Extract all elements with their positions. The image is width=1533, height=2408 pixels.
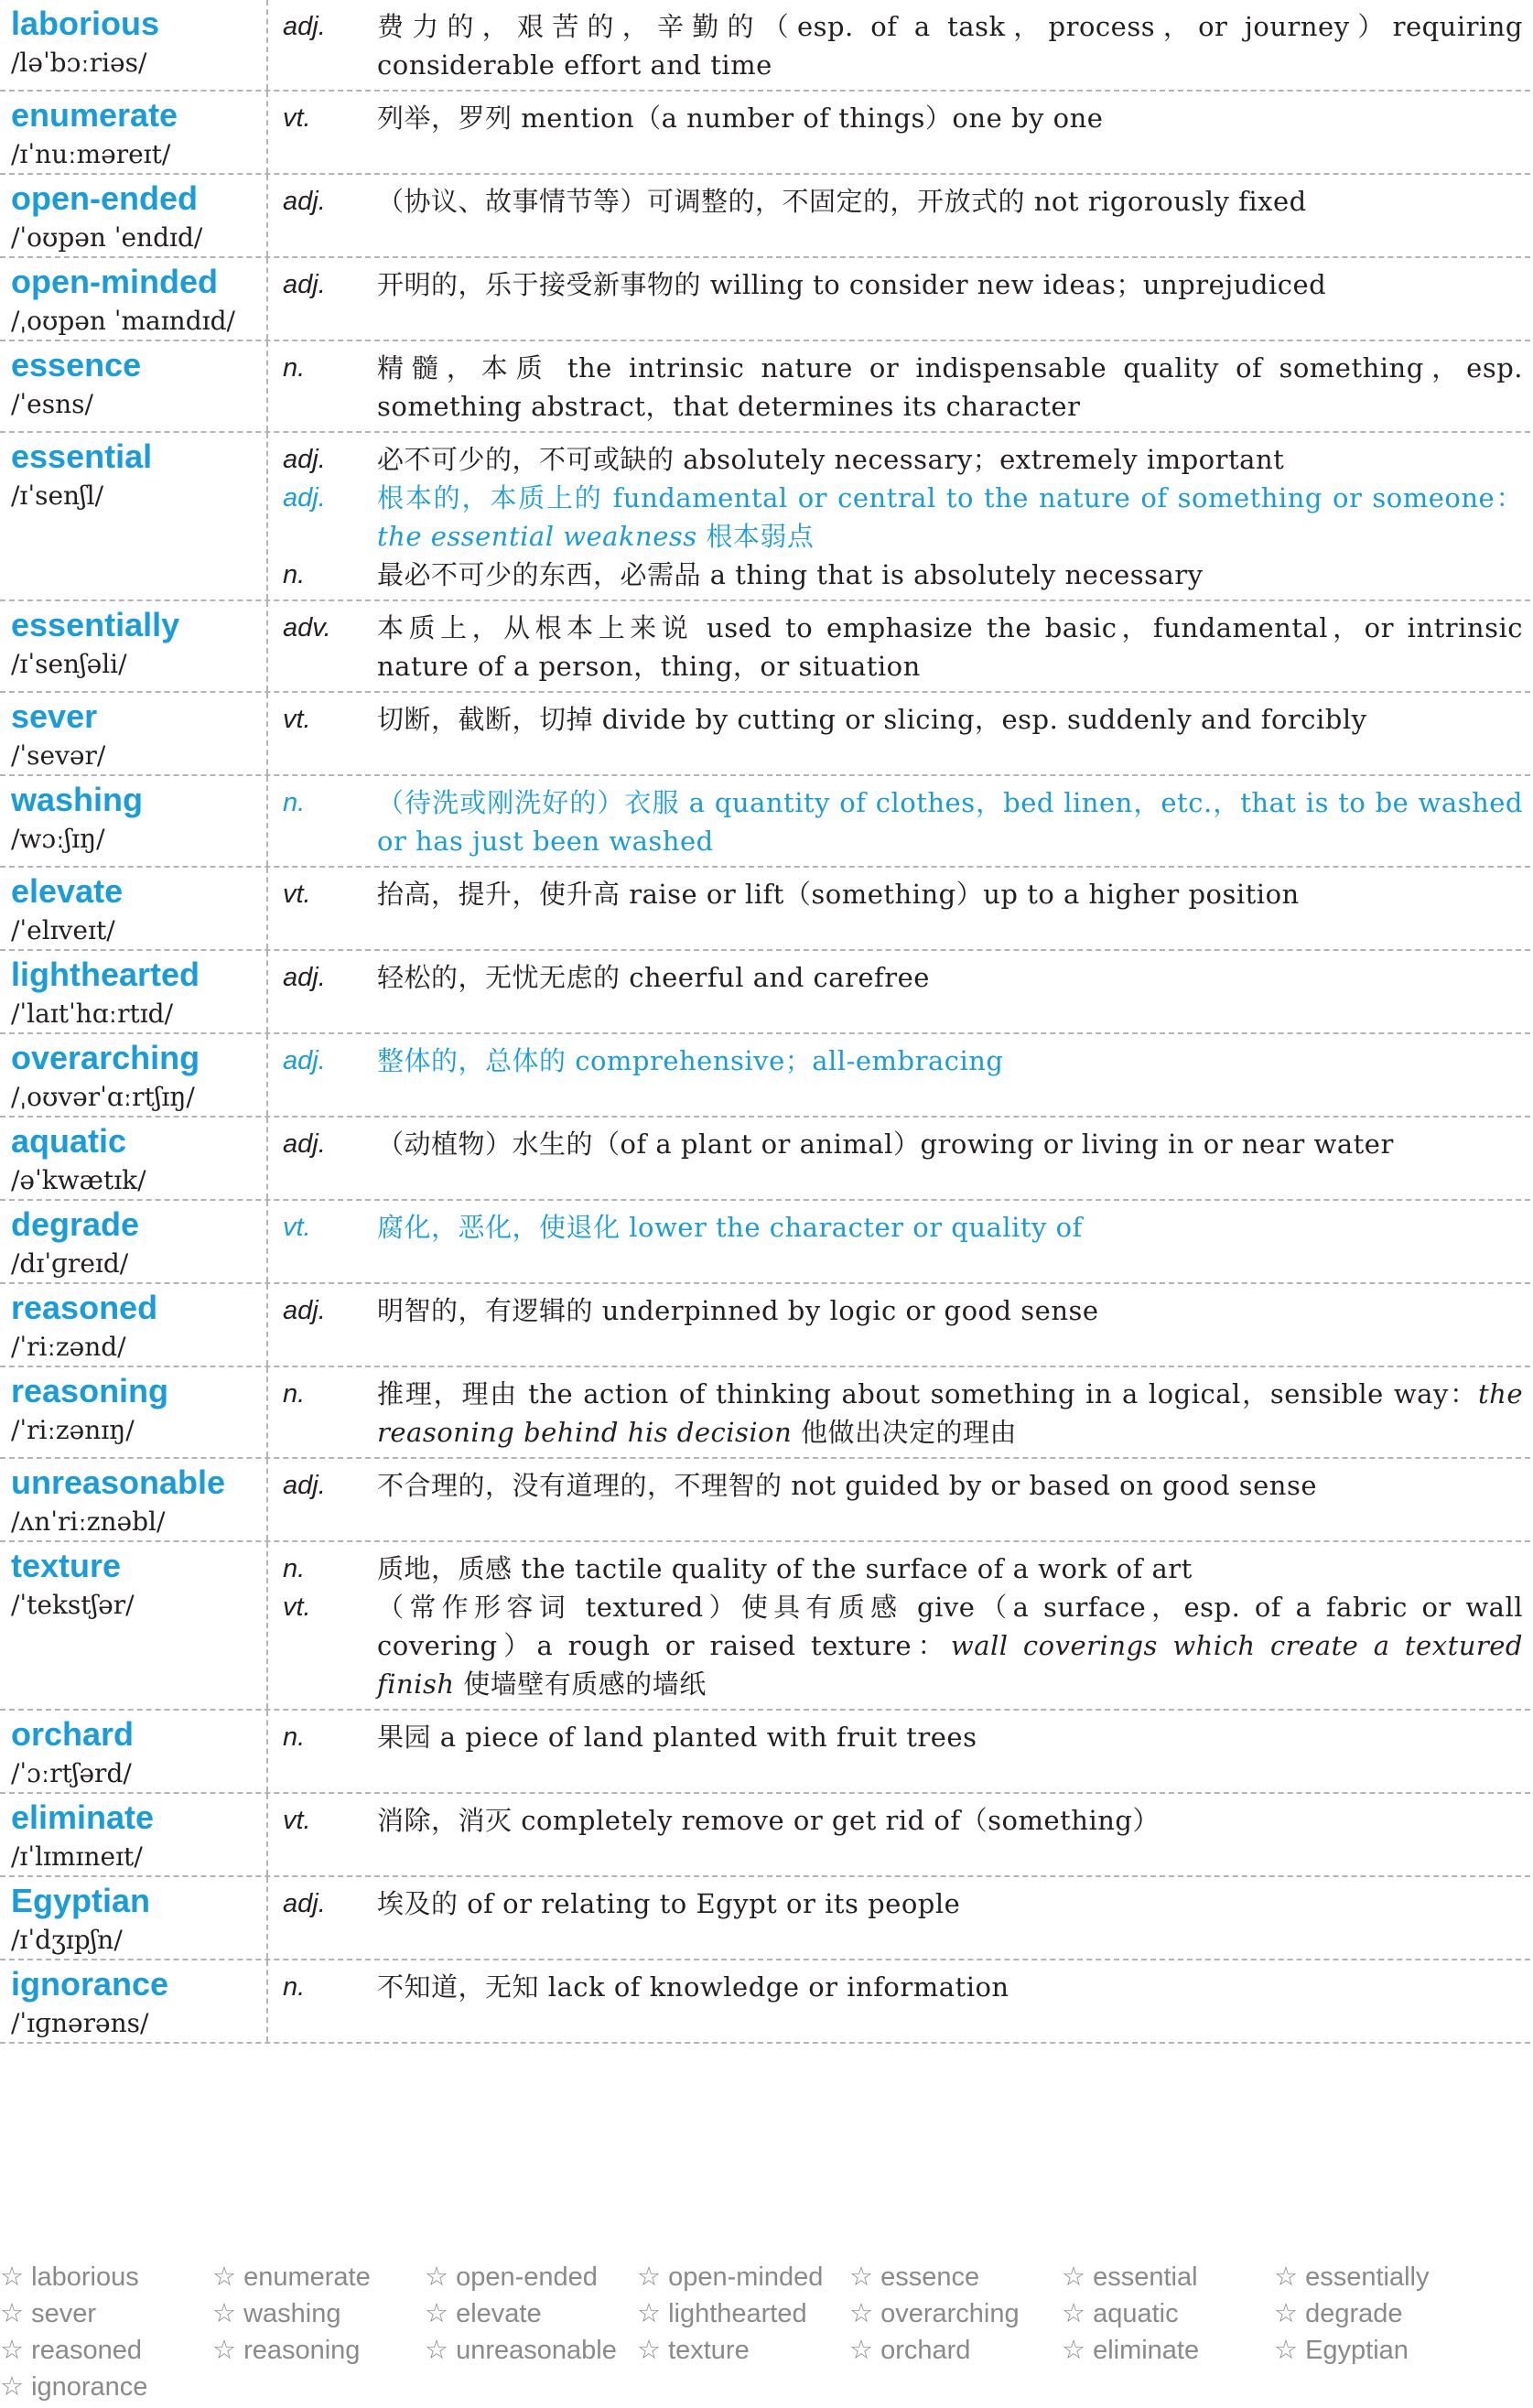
headword: open-ended <box>11 179 198 217</box>
definition-column <box>268 1794 1530 1875</box>
part-of-speech: n. <box>283 788 306 817</box>
sense <box>268 1208 1523 1247</box>
sense <box>268 875 1523 913</box>
word-column <box>0 693 268 774</box>
definition <box>377 1466 1523 1505</box>
definition <box>377 875 1523 913</box>
phonetic: /dɪˈɡreɪd/ <box>11 1248 129 1279</box>
word-column <box>0 1284 268 1366</box>
definition-text: 轻松的，无忧无虑的 cheerful and carefree <box>377 962 930 993</box>
phonetic: /ɪˈlɪmɪneɪt/ <box>11 1841 143 1872</box>
part-of-speech: vt. <box>283 705 311 734</box>
definition-text: 根本的，本质上的 fundamental or central to the nature of something or someone： <box>377 482 1523 513</box>
word-column <box>0 1877 268 1959</box>
phonetic: /ˈriːzənd/ <box>11 1332 126 1362</box>
star-icon: ☆ <box>1062 2262 1085 2292</box>
part-of-speech: n. <box>283 1722 306 1752</box>
definition <box>377 440 1523 479</box>
review-word: elevate <box>456 2299 542 2328</box>
phonetic: /ˈesns/ <box>11 389 93 419</box>
review-item <box>1274 2295 1503 2332</box>
sense <box>268 1291 1523 1330</box>
review-item <box>212 2259 425 2295</box>
definition-text: 埃及的 of or relating to Egypt or its people <box>377 1888 961 1919</box>
review-item <box>425 2295 637 2332</box>
star-icon: ☆ <box>1062 2299 1085 2328</box>
definition-text: 果园 a piece of land planted with fruit trees <box>377 1722 977 1753</box>
definition-column <box>268 1711 1530 1792</box>
vocab-entry <box>0 868 1530 951</box>
review-item <box>637 2295 849 2332</box>
vocab-entry <box>0 341 1530 433</box>
part-of-speech: vt. <box>283 1806 311 1835</box>
definition <box>377 1375 1523 1452</box>
sense <box>268 440 1523 479</box>
part-of-speech: vt. <box>283 103 311 133</box>
definition <box>377 1718 1523 1756</box>
star-icon: ☆ <box>849 2262 873 2292</box>
word-column <box>0 433 268 599</box>
star-icon: ☆ <box>1274 2336 1298 2365</box>
headword: Egyptian <box>11 1882 151 1919</box>
sense <box>268 1042 1523 1080</box>
phonetic: /ˈɪɡnərəns/ <box>11 2008 149 2038</box>
word-column <box>0 341 268 431</box>
word-column <box>0 1367 268 1457</box>
headword: reasoning <box>11 1372 169 1409</box>
example-phrase: the reasoning behind his decision <box>377 1378 1523 1448</box>
review-word-list <box>0 2259 1530 2405</box>
definition-column <box>268 776 1530 866</box>
definition-column <box>268 951 1530 1032</box>
sense <box>268 700 1523 739</box>
phonetic: /ˈoʊpən ˈendɪd/ <box>11 222 203 253</box>
review-item <box>425 2332 637 2369</box>
vocab-entry <box>0 1367 1530 1459</box>
word-column <box>0 1794 268 1875</box>
review-item <box>0 2295 212 2332</box>
word-column <box>0 175 268 256</box>
star-icon: ☆ <box>0 2336 24 2365</box>
definition-column <box>268 1459 1530 1540</box>
part-of-speech: n. <box>283 1972 306 2002</box>
review-word: enumerate <box>243 2262 371 2292</box>
definition-column <box>268 1284 1530 1366</box>
part-of-speech: vt. <box>283 880 311 909</box>
part-of-speech: adj. <box>283 12 326 41</box>
vocab-entry <box>0 951 1530 1034</box>
definition-text: （待洗或刚洗好的）衣服 a quantity of clothes，bed linen，etc.，that is to be washed or has just been washed <box>377 787 1523 857</box>
word-column <box>0 1034 268 1116</box>
definition-text: （动植物）水生的（of a plant or animal）growing or living in or near water <box>377 1128 1394 1160</box>
star-icon: ☆ <box>0 2372 24 2402</box>
sense <box>268 556 1523 594</box>
star-icon: ☆ <box>425 2299 448 2328</box>
definition-column <box>268 1118 1530 1199</box>
sense <box>268 609 1523 686</box>
headword: orchard <box>11 1715 135 1753</box>
review-word: laborious <box>31 2262 139 2292</box>
definition <box>377 1125 1523 1163</box>
word-column <box>0 1960 268 2042</box>
headword: ignorance <box>11 1965 169 2003</box>
example-translation: 使墙壁有质感的墙纸 <box>454 1668 707 1700</box>
definition-column <box>268 1034 1530 1116</box>
definition-text: 腐化，恶化，使退化 lower the character or quality of <box>377 1212 1083 1243</box>
vocab-entry <box>0 92 1530 175</box>
part-of-speech: adj. <box>283 1296 326 1325</box>
part-of-speech: n. <box>283 353 306 383</box>
definition <box>377 700 1523 739</box>
star-icon: ☆ <box>1274 2299 1298 2328</box>
word-column <box>0 258 268 340</box>
definition-text: 不知道，无知 lack of knowledge or information <box>377 1971 1009 2003</box>
word-column <box>0 1118 268 1199</box>
sense <box>268 1884 1523 1923</box>
phonetic: /ɪˈdʒɪpʃn/ <box>11 1925 123 1955</box>
review-word: essential <box>1093 2262 1198 2292</box>
part-of-speech: adv. <box>283 613 331 642</box>
part-of-speech: vt. <box>283 1213 311 1242</box>
review-word: essence <box>880 2262 980 2292</box>
vocab-entry <box>0 1118 1530 1201</box>
star-icon: ☆ <box>212 2299 236 2328</box>
star-icon: ☆ <box>849 2299 873 2328</box>
review-item <box>0 2332 212 2369</box>
definition <box>377 182 1523 221</box>
vocab-entry <box>0 1877 1530 1960</box>
word-column <box>0 951 268 1032</box>
example-translation: 他做出决定的理由 <box>792 1417 1018 1448</box>
definition <box>377 1968 1523 2006</box>
definition <box>377 556 1523 594</box>
word-column <box>0 1711 268 1792</box>
review-item <box>849 2295 1062 2332</box>
sense <box>268 1375 1523 1452</box>
definition-column <box>268 433 1530 599</box>
sense <box>268 1125 1523 1163</box>
sense <box>268 1550 1523 1588</box>
vocab-entry <box>0 1711 1530 1794</box>
word-column <box>0 1201 268 1282</box>
vocab-entry <box>0 1284 1530 1367</box>
phonetic: /əˈkwætɪk/ <box>11 1165 146 1195</box>
review-item <box>425 2259 637 2295</box>
definition-text: 精髓，本质 the intrinsic nature or indispensable quality of something，esp. something abstract，that determines its character <box>377 352 1523 422</box>
headword: texture <box>11 1547 122 1584</box>
word-column <box>0 0 268 90</box>
definition-column <box>268 175 1530 256</box>
phonetic: /ˈlaɪtˈhɑːrtɪd/ <box>11 999 174 1029</box>
headword: enumerate <box>11 96 178 134</box>
review-item <box>637 2332 849 2369</box>
review-word: open-ended <box>456 2262 598 2292</box>
review-item <box>0 2259 212 2295</box>
review-word: ignorance <box>31 2372 148 2402</box>
definition <box>377 265 1523 304</box>
definition-text: 整体的，总体的 comprehensive；all-embracing <box>377 1045 1004 1076</box>
vocab-entry <box>0 1542 1530 1711</box>
definition-column <box>268 0 1530 90</box>
phonetic: /ɪˈsenʃl/ <box>11 481 104 511</box>
headword: essentially <box>11 606 180 643</box>
definition-text: （常作形容词 textured）使具有质感 give（a surface，esp. of a fabric or wall covering）a rough or raised texture： <box>377 1592 1523 1661</box>
phonetic: /ɪˈnuːməreɪt/ <box>11 139 171 169</box>
review-word: washing <box>243 2299 341 2328</box>
definition <box>377 99 1523 137</box>
part-of-speech: adj. <box>283 483 326 513</box>
definition-text: 不合理的，没有道理的，不理智的 not guided by or based on good sense <box>377 1470 1318 1501</box>
headword: sever <box>11 697 98 735</box>
review-item <box>212 2295 425 2332</box>
vocab-entry <box>0 776 1530 868</box>
review-item <box>0 2369 212 2405</box>
sense <box>268 7 1523 84</box>
definition <box>377 1588 1523 1703</box>
review-item <box>1062 2259 1274 2295</box>
vocab-entry <box>0 1459 1530 1542</box>
definition-column <box>268 1877 1530 1959</box>
vocab-entry <box>0 0 1530 92</box>
word-column <box>0 92 268 173</box>
phonetic: /ˈsevər/ <box>11 740 106 771</box>
headword: eliminate <box>11 1798 155 1836</box>
star-icon: ☆ <box>0 2299 24 2328</box>
part-of-speech: n. <box>283 560 306 589</box>
definition-column <box>268 258 1530 340</box>
sense <box>268 265 1523 304</box>
headword: open-minded <box>11 263 218 300</box>
definition-text: 质地，质感 the tactile quality of the surface of a work of art <box>377 1553 1193 1584</box>
review-word: open-minded <box>668 2262 824 2292</box>
vocab-entry <box>0 175 1530 258</box>
sense <box>268 349 1523 426</box>
definition <box>377 1884 1523 1923</box>
review-item <box>212 2332 425 2369</box>
part-of-speech: adj. <box>283 963 326 992</box>
word-column <box>0 868 268 949</box>
headword: lighthearted <box>11 956 200 993</box>
headword: overarching <box>11 1039 200 1076</box>
sense <box>268 182 1523 221</box>
sense <box>268 479 1523 556</box>
phonetic: /ˌoʊvərˈɑːrtʃɪŋ/ <box>11 1082 195 1112</box>
headword: essence <box>11 346 142 383</box>
review-word: reasoning <box>243 2336 361 2365</box>
word-column <box>0 1542 268 1709</box>
headword: laborious <box>11 5 160 42</box>
vocab-entry <box>0 1794 1530 1877</box>
review-word: Egyptian <box>1305 2336 1409 2365</box>
review-word: lighthearted <box>668 2299 807 2328</box>
definition <box>377 349 1523 426</box>
star-icon: ☆ <box>212 2262 236 2292</box>
review-item <box>849 2332 1062 2369</box>
word-column <box>0 776 268 866</box>
review-word: essentially <box>1305 2262 1430 2292</box>
definition-text: 切断，截断，切掉 divide by cutting or slicing，esp. suddenly and forcibly <box>377 704 1367 735</box>
sense <box>268 1801 1523 1840</box>
phonetic: /ˌoʊpən ˈmaɪndɪd/ <box>11 306 235 336</box>
review-item <box>1274 2332 1503 2369</box>
review-word: orchard <box>880 2336 971 2365</box>
part-of-speech: adj. <box>283 1471 326 1500</box>
definition-text: 费力的，艰苦的，辛勤的（esp. of a task，process，or journey）requiring considerable effort and time <box>377 11 1523 81</box>
definition <box>377 958 1523 997</box>
headword: degrade <box>11 1205 140 1243</box>
star-icon: ☆ <box>1062 2336 1085 2365</box>
star-icon: ☆ <box>425 2262 448 2292</box>
review-item <box>1062 2332 1274 2369</box>
example-phrase: the essential weakness <box>377 521 697 552</box>
definition-text: 必不可少的，不可或缺的 absolutely necessary；extremely important <box>377 444 1285 475</box>
definition-column <box>268 92 1530 173</box>
definition-text: 明智的，有逻辑的 underpinned by logic or good sense <box>377 1295 1099 1326</box>
star-icon: ☆ <box>1274 2262 1298 2292</box>
review-word: aquatic <box>1093 2299 1179 2328</box>
definition <box>377 1291 1523 1330</box>
part-of-speech: adj. <box>283 445 326 474</box>
definition-text: 最必不可少的东西，必需品 a thing that is absolutely necessary <box>377 559 1204 590</box>
vocab-entry <box>0 1034 1530 1118</box>
sense <box>268 1718 1523 1756</box>
sense <box>268 1968 1523 2006</box>
review-word: unreasonable <box>456 2336 617 2365</box>
part-of-speech: vt. <box>283 1593 311 1622</box>
sense <box>268 1588 1523 1703</box>
definition <box>377 783 1523 860</box>
definition-column <box>268 1960 1530 2042</box>
vocab-entry <box>0 433 1530 601</box>
definition-text: 本质上，从根本上来说 used to emphasize the basic，fundamental，or intrinsic nature of a person，thing，or situation <box>377 612 1523 682</box>
definition-column <box>268 1542 1530 1709</box>
review-word: reasoned <box>31 2336 142 2365</box>
example-translation: 根本弱点 <box>696 521 815 552</box>
definition-column <box>268 693 1530 774</box>
review-item <box>1062 2295 1274 2332</box>
phonetic: /ɪˈsenʃəli/ <box>11 649 127 679</box>
definition-text: 推理，理由 the action of thinking about something in a logical，sensible way： <box>377 1378 1478 1409</box>
part-of-speech: n. <box>283 1379 306 1409</box>
definition-text: 抬高，提升，使升高 raise or lift（something）up to a higher position <box>377 879 1300 910</box>
vocab-entry <box>0 693 1530 776</box>
star-icon: ☆ <box>0 2262 24 2292</box>
definition-text: 消除，消灭 completely remove or get rid of（something） <box>377 1805 1160 1836</box>
sense <box>268 99 1523 137</box>
definition-column <box>268 868 1530 949</box>
review-word: eliminate <box>1093 2336 1200 2365</box>
word-column <box>0 601 268 691</box>
definition <box>377 1042 1523 1080</box>
definition-text: 列举，罗列 mention（a number of things）one by one <box>377 103 1104 134</box>
sense <box>268 1466 1523 1505</box>
definition <box>377 1801 1523 1840</box>
vocab-entry <box>0 1201 1530 1284</box>
review-item <box>1274 2259 1503 2295</box>
phonetic: /ˈtekstʃər/ <box>11 1590 135 1620</box>
star-icon: ☆ <box>849 2336 873 2365</box>
definition-column <box>268 1201 1530 1282</box>
part-of-speech: adj. <box>283 1889 326 1918</box>
phonetic: /ʌnˈriːznəbl/ <box>11 1506 166 1537</box>
definition-text: （协议、故事情节等）可调整的，不固定的，开放式的 not rigorously fixed <box>377 186 1307 217</box>
star-icon: ☆ <box>637 2262 661 2292</box>
definition <box>377 479 1523 556</box>
review-item <box>849 2259 1062 2295</box>
part-of-speech: adj. <box>283 1129 326 1159</box>
phonetic: /ˈelɪveɪt/ <box>11 915 115 945</box>
star-icon: ☆ <box>212 2336 236 2365</box>
sense <box>268 958 1523 997</box>
example-phrase: wall coverings which create a textured finish <box>377 1630 1523 1700</box>
definition-text: 开明的，乐于接受新事物的 willing to consider new ideas；unprejudiced <box>377 269 1327 300</box>
star-icon: ☆ <box>425 2336 448 2365</box>
headword: elevate <box>11 872 124 910</box>
phonetic: /wɔːʃɪŋ/ <box>11 824 105 854</box>
headword: unreasonable <box>11 1463 226 1501</box>
definition-column <box>268 341 1530 431</box>
part-of-speech: adj. <box>283 1046 326 1075</box>
headword: washing <box>11 781 144 818</box>
definition <box>377 1550 1523 1588</box>
phonetic: /ˈɔːrtʃərd/ <box>11 1758 132 1788</box>
part-of-speech: n. <box>283 1554 306 1583</box>
review-word: texture <box>668 2336 750 2365</box>
definition <box>377 609 1523 686</box>
definition-column <box>268 601 1530 691</box>
review-word: degrade <box>1305 2299 1403 2328</box>
review-word: sever <box>31 2299 96 2328</box>
definition-column <box>268 1367 1530 1457</box>
headword: reasoned <box>11 1289 158 1326</box>
star-icon: ☆ <box>637 2336 661 2365</box>
phonetic: /ləˈbɔːriəs/ <box>11 48 147 78</box>
headword: aquatic <box>11 1122 127 1160</box>
vocab-entry <box>0 258 1530 341</box>
part-of-speech: adj. <box>283 187 326 216</box>
review-item <box>637 2259 849 2295</box>
phonetic: /ˈriːzənɪŋ/ <box>11 1415 135 1445</box>
vocab-entry <box>0 601 1530 693</box>
headword: essential <box>11 437 153 475</box>
definition <box>377 7 1523 84</box>
word-column <box>0 1459 268 1540</box>
vocab-entry <box>0 1960 1530 2044</box>
star-icon: ☆ <box>637 2299 661 2328</box>
review-word: overarching <box>880 2299 1020 2328</box>
definition <box>377 1208 1523 1247</box>
sense <box>268 783 1523 860</box>
part-of-speech: adj. <box>283 270 326 299</box>
